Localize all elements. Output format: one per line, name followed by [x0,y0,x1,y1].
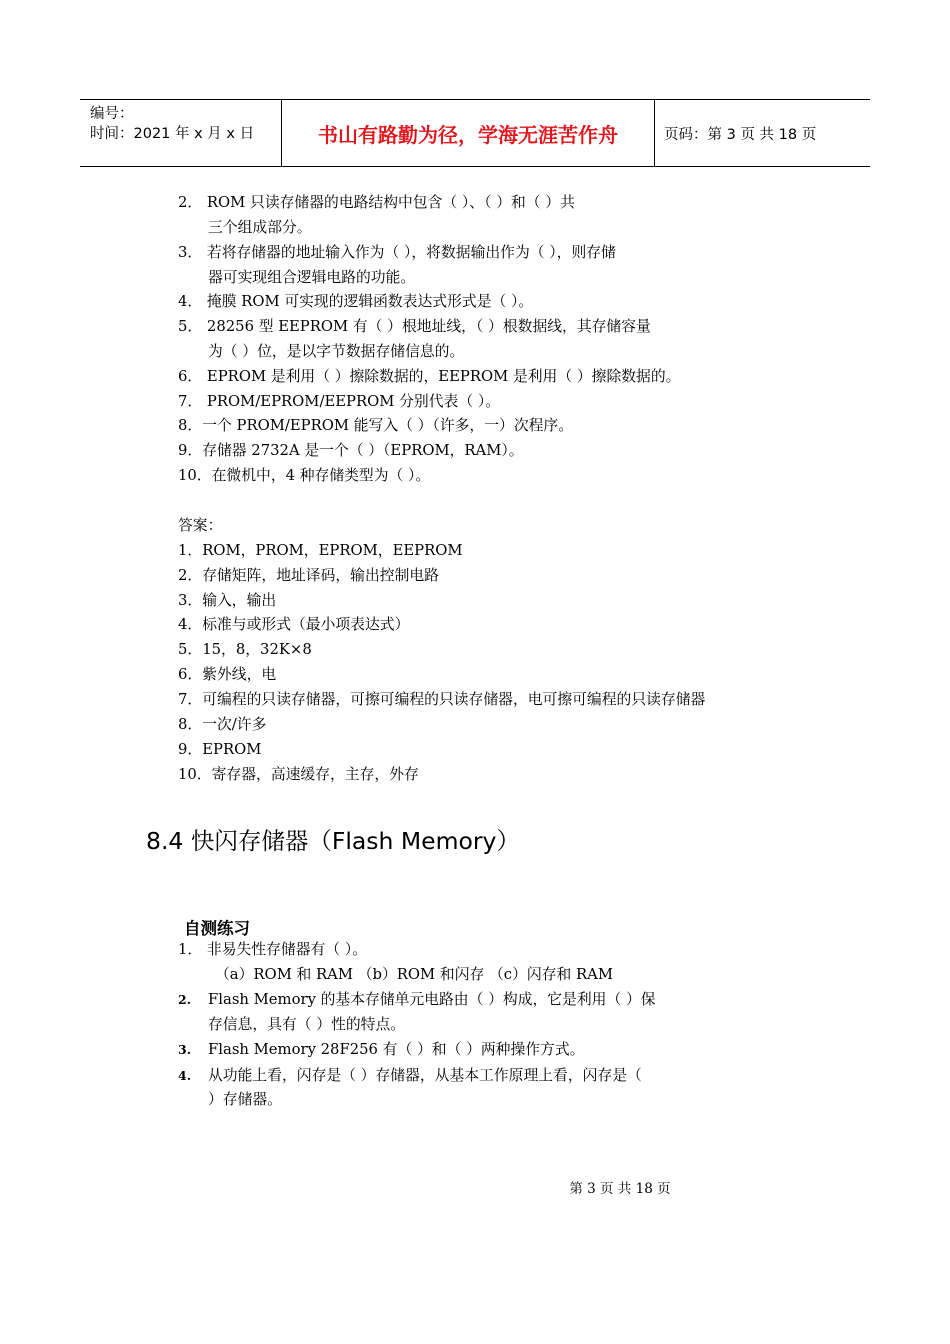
answer-line: 9．EPROM [178,741,262,758]
answer-line: 2．存储矩阵，地址译码，输出控制电路 [178,567,439,584]
question-line: 2． ROM 只读存储器的电路结构中包含（ ）、（ ）和（ ）共 [178,194,575,211]
document-header [80,99,870,167]
question-line: 7． PROM/EPROM/EEPROM 分别代表（ ）。 [178,393,501,410]
page-footer: 第 3 页 共 18 页 [569,1181,671,1197]
question-line: 4． 掩膜 ROM 可实现的逻辑函数表达式形式是（ ）。 [178,293,534,310]
question-line: 为（ ）位，是以字节数据存储信息的。 [208,343,465,360]
self-test-number: 4. [178,1068,192,1083]
answer-line: 8．一次/许多 [178,716,267,733]
question-line: 6． EPROM 是利用（ ）擦除数据的，EEPROM 是利用（ ）擦除数据的。 [178,368,681,385]
self-test-title: 自测练习 [184,919,250,938]
self-test-question: Flash Memory 的基本存储单元电路由（ ）构成，它是利用（ ）保 [208,991,656,1008]
header-time-label: 时间：2021 年 x 月 x 日 [90,126,255,142]
question-line: 器可实现组合逻辑电路的功能。 [208,269,416,286]
section-title: 8.4 快闪存储器（Flash Memory） [146,827,520,855]
header-number-label: 编号： [90,106,134,122]
answer-line: 3．输入，输出 [178,592,277,609]
question-line: 8．一个 PROM/EPROM 能写入（ ）（许多，一）次程序。 [178,417,574,434]
self-test-number: 3. [178,1042,192,1057]
header-motto: 书山有路勤为径，学海无涯苦作舟 [318,122,618,147]
question-line: 3． 若将存储器的地址输入作为（ ），将数据输出作为（ ），则存储 [178,244,616,261]
question-line: 9．存储器 2732A 是一个（ ）（EPROM，RAM）。 [178,442,524,459]
answer-line: 10．寄存器，高速缓存，主存，外存 [178,766,419,783]
question-line: 10．在微机中，4 种存储类型为（ ）。 [178,467,431,484]
self-test-question: 1． 非易失性存储器有（ ）。 [178,941,367,958]
question-line: 5． 28256 型 EEPROM 有（ ）根地址线，（ ）根数据线，其存储容量 [178,318,651,335]
question-line: 三个组成部分。 [208,219,312,236]
answer-line: 6．紫外线，电 [178,666,277,683]
answer-line: 1．ROM，PROM，EPROM，EEPROM [178,542,463,559]
self-test-question: ）存储器。 [208,1091,282,1108]
answer-line: 5．15，8，32K×8 [178,641,312,658]
header-page-cell [655,100,870,166]
answers-label: 答案： [178,517,223,534]
self-test-question: 存信息，具有（ ）性的特点。 [208,1016,406,1033]
self-test-question: Flash Memory 28F256 有（ ）和（ ）两种操作方式。 [208,1041,585,1058]
answer-line: 7．可编程的只读存储器，可擦可编程的只读存储器，电可擦可编程的只读存储器 [178,691,706,708]
self-test-options: （a）ROM 和 RAM （b）ROM 和闪存 （c）闪存和 RAM [215,966,613,983]
self-test-question: 从功能上看，闪存是（ ）存储器，从基本工作原理上看，闪存是（ [208,1067,642,1084]
answer-line: 4．标准与或形式（最小项表达式） [178,616,410,633]
self-test-number: 2. [178,992,192,1007]
header-motto-cell [282,100,655,166]
header-meta-cell [80,100,282,166]
header-page-info: 页码：第 3 页 共 18 页 [664,126,817,143]
